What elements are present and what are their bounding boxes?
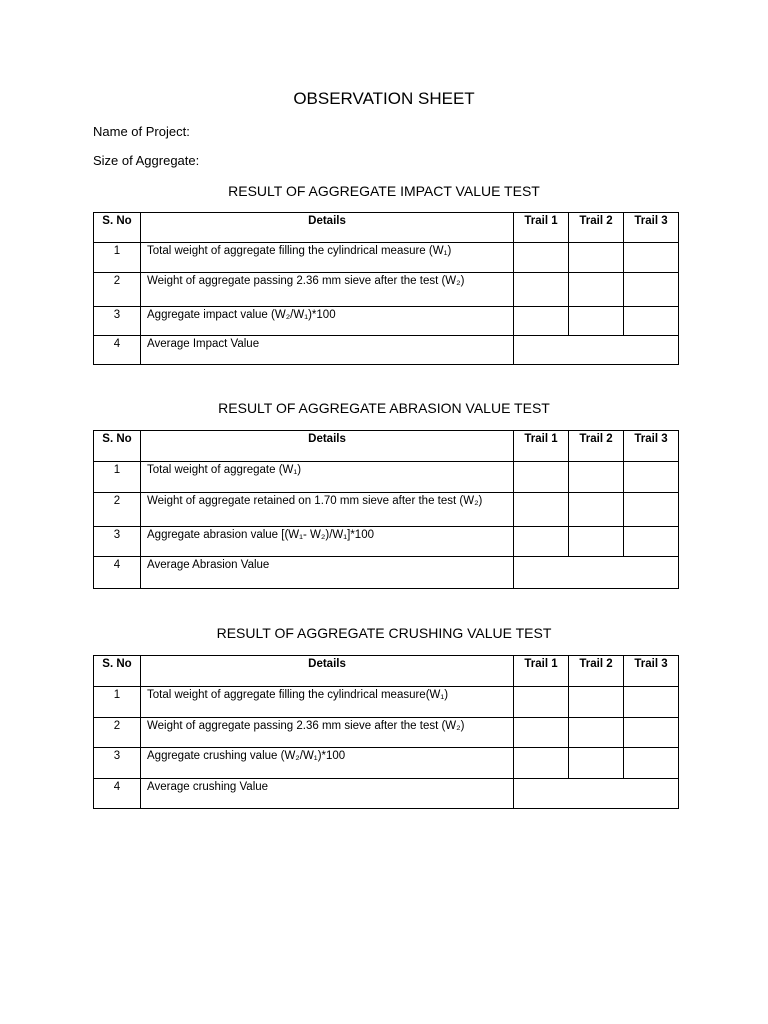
trail-3-header: Trail 3 bbox=[624, 213, 679, 243]
trail-2-header: Trail 2 bbox=[569, 656, 624, 687]
trail-1-input-cell[interactable] bbox=[514, 527, 569, 557]
trail-3-input-cell[interactable] bbox=[624, 527, 679, 557]
trail-2-input-cell[interactable] bbox=[569, 493, 624, 527]
row-sno: 3 bbox=[94, 748, 141, 779]
trail-2-input-cell[interactable] bbox=[569, 718, 624, 748]
row-sno: 1 bbox=[94, 687, 141, 718]
table-row bbox=[94, 273, 679, 307]
project-name-field: Name of Project: bbox=[93, 124, 190, 139]
trail-3-input-cell[interactable] bbox=[624, 687, 679, 718]
sno-header: S. No bbox=[94, 656, 141, 687]
impact-test-heading: RESULT OF AGGREGATE IMPACT VALUE TEST bbox=[228, 183, 540, 199]
row-sno: 4 bbox=[94, 336, 141, 365]
table-row bbox=[94, 307, 679, 336]
trail-2-input-cell[interactable] bbox=[569, 527, 624, 557]
table-row bbox=[94, 687, 679, 718]
trail-1-input-cell[interactable] bbox=[514, 748, 569, 779]
row-details: Average crushing Value bbox=[141, 779, 514, 809]
trail-1-input-cell[interactable] bbox=[514, 687, 569, 718]
crushing-test-table bbox=[93, 655, 679, 809]
average-input-cell[interactable] bbox=[514, 336, 679, 365]
trail-2-input-cell[interactable] bbox=[569, 243, 624, 273]
trail-3-header: Trail 3 bbox=[624, 431, 679, 462]
table-header-row bbox=[94, 431, 679, 462]
trail-1-input-cell[interactable] bbox=[514, 718, 569, 748]
sno-header: S. No bbox=[94, 213, 141, 243]
average-input-cell[interactable] bbox=[514, 557, 679, 589]
table-header-row bbox=[94, 213, 679, 243]
trail-3-input-cell[interactable] bbox=[624, 243, 679, 273]
trail-1-header: Trail 1 bbox=[514, 431, 569, 462]
abrasion-test-heading: RESULT OF AGGREGATE ABRASION VALUE TEST bbox=[218, 400, 550, 416]
row-sno: 1 bbox=[94, 462, 141, 493]
trail-3-header: Trail 3 bbox=[624, 656, 679, 687]
trail-1-input-cell[interactable] bbox=[514, 493, 569, 527]
row-details: Aggregate crushing value (W₂/W₁)*100 bbox=[141, 748, 514, 779]
row-sno: 2 bbox=[94, 493, 141, 527]
trail-3-input-cell[interactable] bbox=[624, 718, 679, 748]
trail-1-header: Trail 1 bbox=[514, 656, 569, 687]
table-row bbox=[94, 779, 679, 809]
details-header: Details bbox=[141, 656, 514, 687]
trail-3-input-cell[interactable] bbox=[624, 748, 679, 779]
trail-3-input-cell[interactable] bbox=[624, 273, 679, 307]
row-details: Weight of aggregate passing 2.36 mm sieve after the test (W₂) bbox=[141, 273, 514, 307]
trail-3-input-cell[interactable] bbox=[624, 493, 679, 527]
row-sno: 3 bbox=[94, 527, 141, 557]
trail-1-input-cell[interactable] bbox=[514, 462, 569, 493]
trail-2-input-cell[interactable] bbox=[569, 462, 624, 493]
table-row bbox=[94, 557, 679, 589]
abrasion-test-table bbox=[93, 430, 679, 589]
row-details: Total weight of aggregate filling the cylindrical measure(W₁) bbox=[141, 687, 514, 718]
row-details: Weight of aggregate passing 2.36 mm sieve after the test (W₂) bbox=[141, 718, 514, 748]
table-row bbox=[94, 462, 679, 493]
average-input-cell[interactable] bbox=[514, 779, 679, 809]
trail-3-input-cell[interactable] bbox=[624, 462, 679, 493]
row-sno: 4 bbox=[94, 779, 141, 809]
row-details: Aggregate impact value (W₂/W₁)*100 bbox=[141, 307, 514, 336]
row-details: Average Abrasion Value bbox=[141, 557, 514, 589]
sno-header: S. No bbox=[94, 431, 141, 462]
trail-2-input-cell[interactable] bbox=[569, 687, 624, 718]
table-header-row bbox=[94, 656, 679, 687]
table-row bbox=[94, 243, 679, 273]
row-details: Total weight of aggregate filling the cylindrical measure (W₁) bbox=[141, 243, 514, 273]
row-sno: 4 bbox=[94, 557, 141, 589]
table-row bbox=[94, 718, 679, 748]
row-details: Total weight of aggregate (W₁) bbox=[141, 462, 514, 493]
trail-2-input-cell[interactable] bbox=[569, 748, 624, 779]
crushing-test-heading: RESULT OF AGGREGATE CRUSHING VALUE TEST bbox=[216, 625, 552, 641]
table-row bbox=[94, 527, 679, 557]
row-sno: 1 bbox=[94, 243, 141, 273]
details-header: Details bbox=[141, 213, 514, 243]
row-sno: 2 bbox=[94, 273, 141, 307]
trail-2-input-cell[interactable] bbox=[569, 307, 624, 336]
row-sno: 2 bbox=[94, 718, 141, 748]
trail-3-input-cell[interactable] bbox=[624, 307, 679, 336]
trail-1-header: Trail 1 bbox=[514, 213, 569, 243]
impact-test-table bbox=[93, 212, 679, 365]
row-details: Weight of aggregate retained on 1.70 mm sieve after the test (W₂) bbox=[141, 493, 514, 527]
trail-2-input-cell[interactable] bbox=[569, 273, 624, 307]
row-details: Average Impact Value bbox=[141, 336, 514, 365]
details-header: Details bbox=[141, 431, 514, 462]
table-row bbox=[94, 336, 679, 365]
table-row bbox=[94, 493, 679, 527]
row-sno: 3 bbox=[94, 307, 141, 336]
sheet-title: OBSERVATION SHEET bbox=[293, 89, 475, 108]
trail-2-header: Trail 2 bbox=[569, 431, 624, 462]
trail-1-input-cell[interactable] bbox=[514, 273, 569, 307]
row-details: Aggregate abrasion value [(W₁- W₂)/W₁]*100 bbox=[141, 527, 514, 557]
table-row bbox=[94, 748, 679, 779]
trail-2-header: Trail 2 bbox=[569, 213, 624, 243]
trail-1-input-cell[interactable] bbox=[514, 307, 569, 336]
aggregate-size-field: Size of Aggregate: bbox=[93, 153, 200, 168]
trail-1-input-cell[interactable] bbox=[514, 243, 569, 273]
